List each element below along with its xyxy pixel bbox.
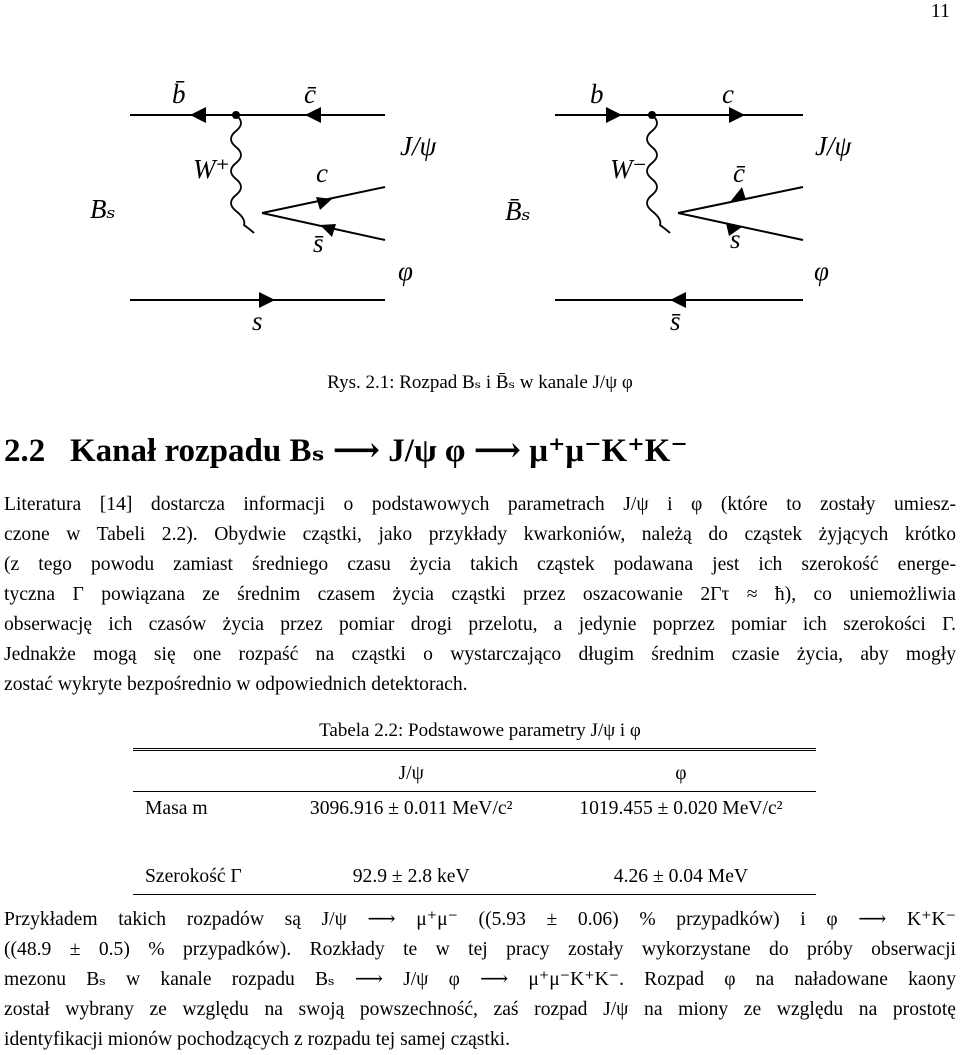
label-left-phi: φ bbox=[398, 256, 413, 286]
paragraph-line: tyczna Γ powiązana ze średnim czasem życia cząstki przez oszacowanie 2Γτ ≈ ħ), co uniemożliwia bbox=[4, 584, 956, 605]
w-boson-left bbox=[231, 115, 254, 233]
label-right-spectator: s̄ bbox=[670, 306, 681, 336]
label-right-top-left-quark: b bbox=[590, 79, 604, 109]
figure-caption: Rys. 2.1: Rozpad Bₛ i B̄ₛ w kanale J/ψ φ bbox=[327, 372, 633, 393]
feynman-diagrams bbox=[0, 0, 960, 350]
table-cell: Szerokość Γ bbox=[133, 860, 277, 895]
table-cell: 3096.916 ± 0.011 MeV/c² bbox=[309, 798, 513, 819]
label-left-top-left-quark: b̄ bbox=[172, 79, 186, 109]
arrow-left-c bbox=[316, 197, 332, 210]
paragraph-line: mezonu Bₛ w kanale rozpadu Bₛ ⟶ J/ψ φ ⟶ μ⁺μ⁻K⁺K⁻. Rozpad φ na naładowane kaony bbox=[4, 969, 956, 990]
paragraph-2 bbox=[4, 905, 956, 1055]
paragraph-line: (z tego powodu zamiast średniego czasu życia takich cząstek podawana jest ich szerokość energe- bbox=[4, 554, 956, 575]
table-header-row bbox=[133, 757, 816, 792]
paragraph-1 bbox=[4, 490, 956, 700]
label-left-meson: Bₛ bbox=[90, 194, 116, 224]
table-row bbox=[133, 792, 816, 827]
label-right-cbar: c̄ bbox=[733, 158, 745, 188]
label-right-top-right-quark: c bbox=[722, 79, 734, 109]
diagram-left bbox=[90, 79, 437, 336]
paragraph-line: został wybrany ze względu na swoją powszechność, zaś rozpad J/ψ na miony ze względu na prostotę bbox=[4, 999, 956, 1020]
table-caption: Tabela 2.2: Podstawowe parametry J/ψ i φ bbox=[319, 720, 641, 741]
w-boson-right bbox=[647, 115, 670, 233]
label-left-jpsi: J/ψ bbox=[400, 131, 437, 161]
page-number: 11 bbox=[930, 0, 950, 22]
arrow-left-top-b bbox=[305, 107, 321, 123]
label-right-jpsi: J/ψ bbox=[815, 131, 852, 161]
section-title: Kanał rozpadu Bₛ ⟶ J/ψ φ ⟶ μ⁺μ⁻K⁺K⁻ bbox=[70, 433, 688, 469]
table-cell: 4.26 ± 0.04 MeV bbox=[546, 860, 816, 895]
label-right-boson: W⁻ bbox=[610, 154, 647, 184]
paragraph-line: ((48.9 ± 0.5) % przypadków). Rozkłady te w tej pracy zostały wykorzystane do próby obserwacji bbox=[4, 939, 956, 960]
paragraph-line: Literatura [14] dostarcza informacji o podstawowych parametrach J/ψ i φ (które to zostały umiesz- bbox=[4, 494, 956, 515]
label-right-meson: B̄ₛ bbox=[505, 196, 531, 226]
arrow-right-top-b bbox=[729, 107, 745, 123]
paragraph-line: Jednakże mogą się one rozpaść na cząstki o wystarczająco długim średnim czasie życia, aby mogły bbox=[4, 644, 956, 665]
table-header: J/ψ bbox=[277, 757, 546, 792]
table-cell: 92.9 ± 2.8 keV bbox=[277, 860, 546, 895]
table-cell: Masa m bbox=[145, 798, 208, 819]
arrow-left-top-a bbox=[190, 107, 206, 123]
table-header bbox=[133, 757, 277, 792]
section-heading bbox=[4, 430, 688, 470]
arrow-right-cbar bbox=[730, 187, 746, 202]
diagram-right bbox=[505, 79, 852, 336]
arrow-right-top-a bbox=[606, 107, 622, 123]
paragraph-line: czone w Tabeli 2.2). Obydwie cząstki, jako przykłady kwarkoniów, należą do cząstek żyjących krótko bbox=[4, 524, 956, 545]
table-top-rule bbox=[133, 750, 816, 758]
paragraph-line: Przykładem takich rozpadów są J/ψ ⟶ μ⁺μ⁻ ((5.93 ± 0.06) % przypadków) i φ ⟶ K⁺K⁻ bbox=[4, 909, 956, 930]
label-right-s: s bbox=[730, 224, 741, 254]
label-left-top-right-quark: c̄ bbox=[304, 79, 316, 109]
label-left-spectator: s bbox=[252, 306, 263, 336]
label-left-c: c bbox=[316, 158, 328, 188]
parameters-table bbox=[133, 748, 816, 895]
label-left-sbar: s̄ bbox=[313, 228, 324, 258]
paragraph-line: obserwację ich czasów życia przez pomiar drogi przelotu, a jedynie poprzez pomiar ich szerokości Γ. bbox=[4, 614, 956, 635]
table-header: φ bbox=[546, 757, 816, 792]
label-left-boson: W⁺ bbox=[193, 154, 230, 184]
paragraph-line: identyfikacji mionów pochodzących z rozpadu tej samej cząstki. bbox=[4, 1029, 510, 1050]
section-number: 2.2 bbox=[4, 433, 46, 469]
label-right-phi: φ bbox=[814, 256, 829, 286]
table-cell: 1019.455 ± 0.020 MeV/c² bbox=[579, 798, 783, 819]
paragraph-line: zostać wykryte bezpośrednio w odpowiednich detektorach. bbox=[4, 674, 468, 695]
table-row bbox=[133, 860, 816, 895]
